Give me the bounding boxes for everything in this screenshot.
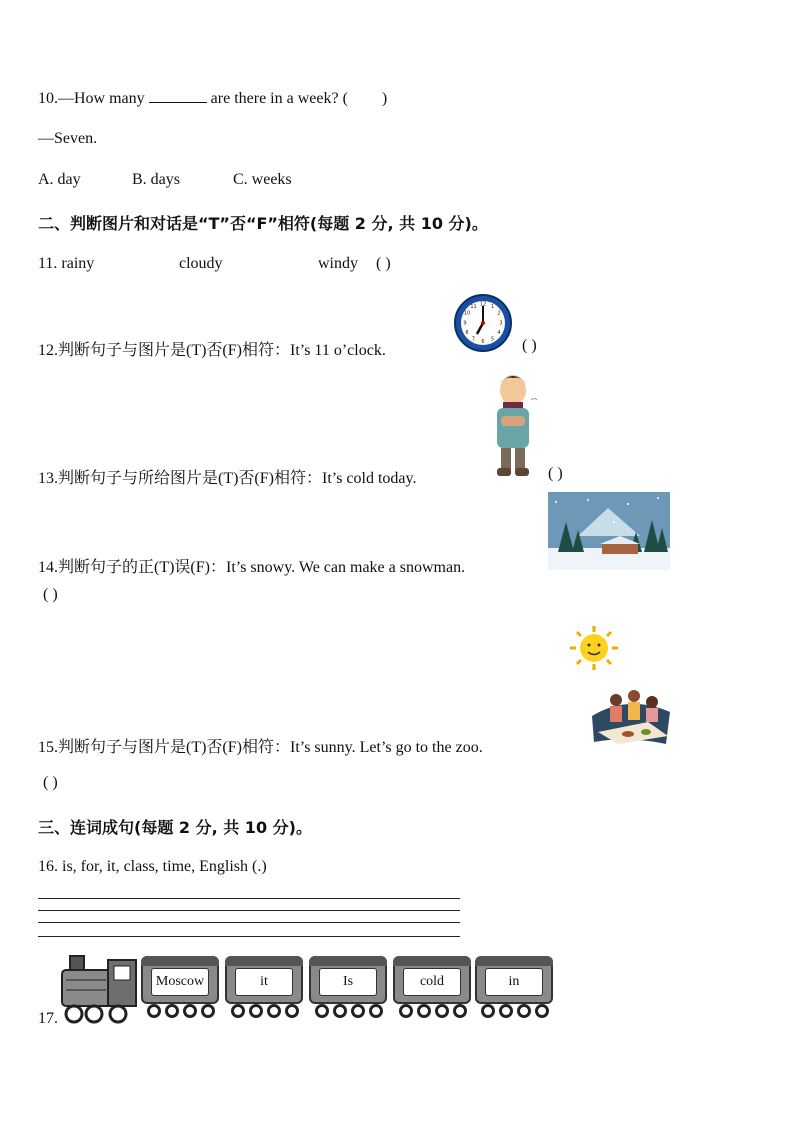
answer-line-3 (38, 922, 460, 923)
q17-label: 17. (38, 1010, 58, 1027)
svg-text:6: 6 (481, 339, 485, 345)
svg-text:12: 12 (479, 301, 487, 308)
svg-text:10: 10 (463, 310, 471, 317)
q15-text: 15.判断句子与图片是(T)否(F)相符：It’s sunny. Let’s go to the zoo. (38, 739, 483, 756)
train-car-1[interactable] (141, 956, 219, 1004)
q10-answer: —Seven. (38, 130, 98, 147)
q16-text: 16. is, for, it, class, time, English (.) (38, 858, 267, 875)
q11-answer-paren[interactable]: ( ) (376, 255, 391, 272)
word-card-is[interactable]: Is (319, 968, 377, 996)
q10-option-c[interactable]: C. weeks (233, 171, 292, 188)
svg-text:7: 7 (471, 336, 476, 343)
clock-icon (453, 293, 513, 358)
svg-text:3: 3 (499, 320, 503, 327)
picnic-illustration (588, 686, 674, 751)
word-card-moscow[interactable]: Moscow (151, 968, 209, 996)
svg-text:9: 9 (463, 320, 467, 327)
q11-option-windy: windy (318, 255, 358, 272)
train-engine-icon (60, 952, 140, 1031)
section-2-title: 二、判断图片和对话是“T”否“F”相符(每题 2 分, 共 10 分)。 (38, 214, 488, 233)
train-car-2[interactable] (225, 956, 303, 1004)
svg-text:8: 8 (465, 330, 469, 336)
svg-text:4: 4 (497, 330, 501, 336)
svg-text:5: 5 (490, 336, 495, 343)
train-car-5[interactable] (475, 956, 553, 1004)
q12-text: 12.判断句子与图片是(T)否(F)相符：It’s 11 o’clock. (38, 342, 386, 359)
q11-option-cloudy: cloudy (179, 255, 223, 272)
train-car-3[interactable] (309, 956, 387, 1004)
answer-line-2 (38, 910, 460, 911)
word-card-in[interactable]: in (485, 968, 543, 996)
q10-answer-blank[interactable] (149, 88, 207, 103)
svg-text:1: 1 (490, 304, 495, 310)
svg-text:11: 11 (470, 304, 477, 310)
train-car-4[interactable] (393, 956, 471, 1004)
section-3-title: 三、连词成句(每题 2 分, 共 10 分)。 (38, 818, 312, 837)
answer-line-4 (38, 936, 460, 937)
sun-icon (566, 624, 622, 677)
q10-option-b[interactable]: B. days (132, 171, 180, 188)
q13-answer-paren[interactable]: ( ) (548, 465, 563, 482)
q13-text: 13.判断句子与所给图片是(T)否(F)相符：It’s cold today. (38, 470, 417, 487)
q12-answer-paren[interactable]: ( ) (522, 337, 537, 354)
snowy-village-picture (548, 492, 670, 575)
svg-text:2: 2 (497, 310, 501, 317)
q15-answer-paren[interactable]: ( ) (43, 774, 58, 791)
q14-text: 14.判断句子的正(T)误(F)：It’s snowy. We can make a snowman. (38, 559, 466, 576)
word-card-it[interactable]: it (235, 968, 293, 996)
answer-line-1[interactable] (38, 898, 460, 899)
q11-label: 11. rainy (38, 255, 95, 272)
cold-boy-illustration (487, 370, 539, 487)
q14-answer-paren[interactable]: ( ) (43, 586, 58, 603)
q10-question: 10.—How many are there in a week? ( ) (38, 90, 388, 107)
word-card-cold[interactable]: cold (403, 968, 461, 996)
q10-option-a[interactable]: A. day (38, 171, 81, 188)
